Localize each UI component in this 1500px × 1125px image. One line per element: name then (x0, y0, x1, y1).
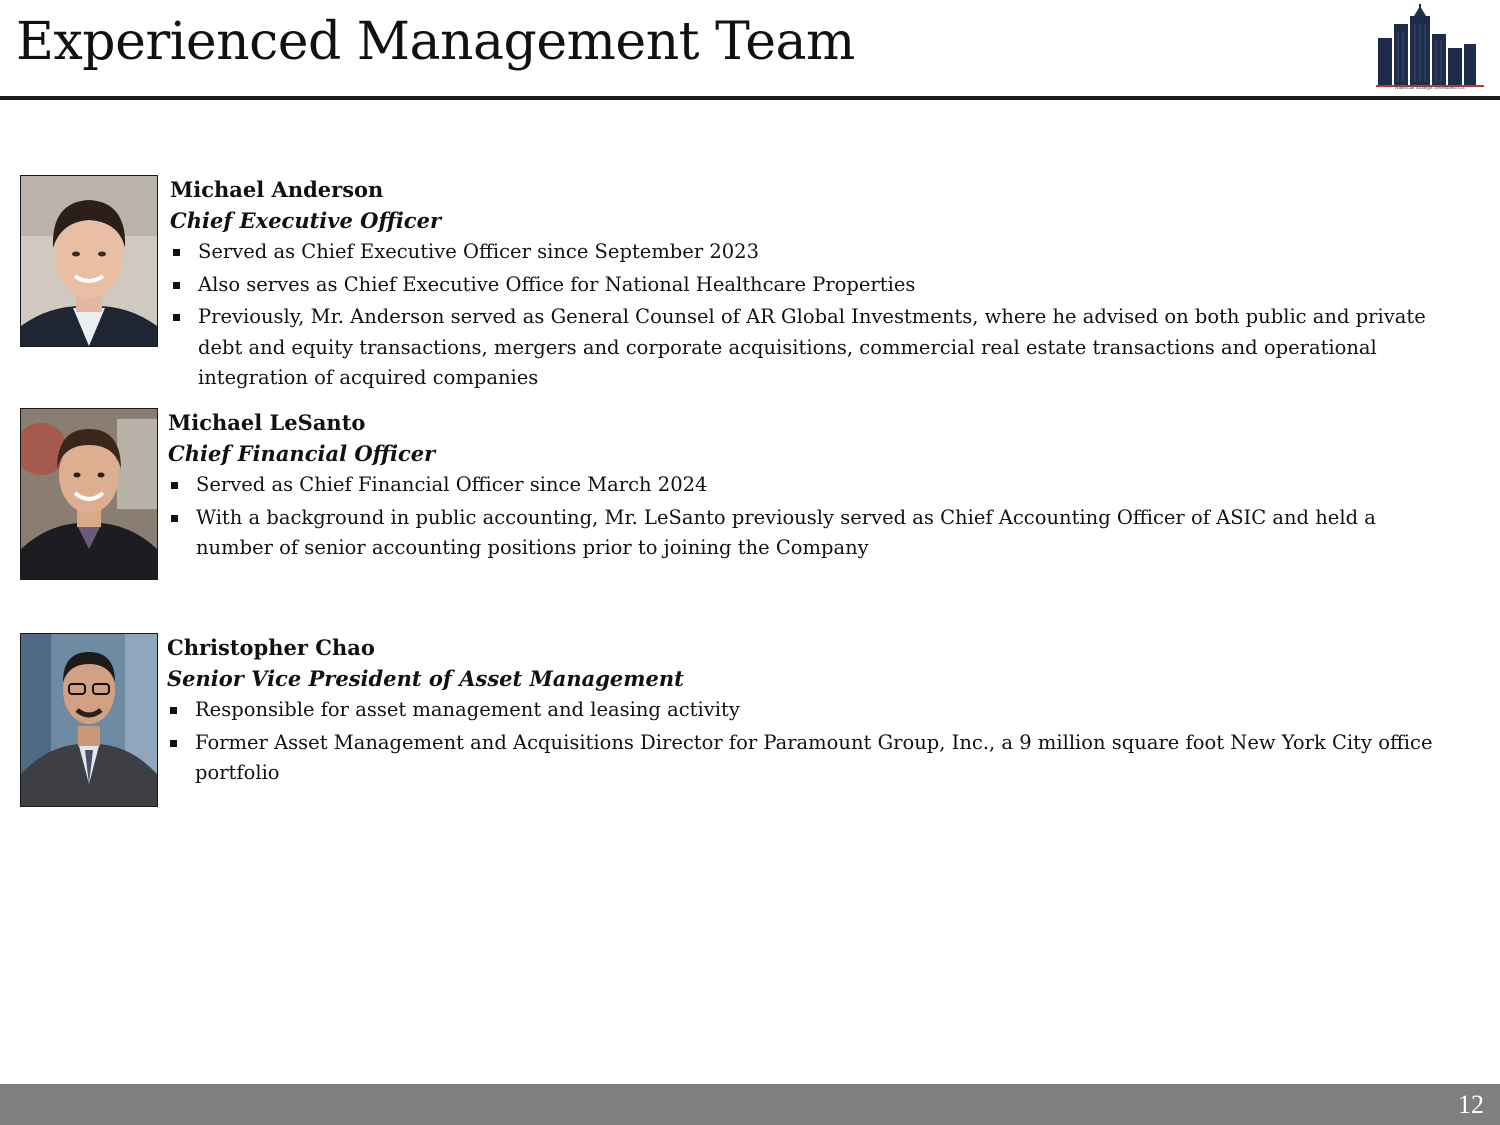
square-bullet-icon (171, 482, 178, 489)
bullet-text: Served as Chief Executive Officer since September 2023 (198, 240, 759, 263)
bullet-point (168, 503, 1458, 564)
anderson-photo (20, 175, 158, 347)
company-logo (1372, 4, 1488, 94)
bullet-point (170, 302, 1460, 394)
bullet-text: Also serves as Chief Executive Office for National Healthcare Properties (198, 272, 916, 296)
square-bullet-icon (173, 314, 180, 321)
bullet-text: With a background in public accounting, Mr. LeSanto previously served as Chief Accounting Officer of ASIC and held a number of senior accounting positions prior to joining the Company (196, 505, 1376, 559)
footer-bar (0, 1084, 1500, 1125)
member-points (167, 695, 1457, 789)
bullet-point (167, 695, 1457, 726)
member-name: Christopher Chao (167, 635, 375, 660)
bullet-point (167, 728, 1457, 789)
chao-photo (20, 633, 158, 807)
member-name: Michael Anderson (170, 177, 384, 202)
title-divider (0, 96, 1500, 100)
bullet-point (170, 237, 1460, 268)
lesanto-bio (168, 408, 1458, 566)
bullet-point (168, 470, 1458, 501)
member-role: Chief Executive Officer (170, 208, 442, 233)
bullet-text: Former Asset Management and Acquisitions Director for Paramount Group, Inc., a 9 million square foot New York City office portfolio (195, 730, 1433, 784)
square-bullet-icon (170, 740, 177, 747)
square-bullet-icon (171, 515, 178, 522)
logo-caption: American Strategic Investment Co. (1394, 86, 1466, 91)
page-number: 12 (1458, 1090, 1484, 1119)
bullet-point (170, 270, 1460, 301)
bullet-text: Served as Chief Financial Officer since March 2024 (196, 473, 708, 496)
anderson-bio (170, 175, 1460, 396)
chao-bio (167, 633, 1457, 791)
member-points (170, 237, 1460, 394)
member-role: Senior Vice President of Asset Management (167, 666, 684, 691)
square-bullet-icon (170, 707, 177, 714)
skyline-logo-icon (1372, 4, 1488, 88)
bullet-text: Previously, Mr. Anderson served as General Counsel of AR Global Investments, where he advised on both public and private debt and equity transactions, mergers and corporate acquisitions, commercial real estate transactions and operational integration of acquired companies (198, 305, 1426, 389)
bullet-text: Responsible for asset management and leasing activity (195, 698, 740, 721)
member-role: Chief Financial Officer (168, 441, 436, 466)
square-bullet-icon (173, 249, 180, 256)
member-points (168, 470, 1458, 564)
slide-title: Experienced Management Team (16, 12, 855, 72)
lesanto-photo (20, 408, 158, 580)
square-bullet-icon (173, 282, 180, 289)
member-name: Michael LeSanto (168, 410, 366, 435)
